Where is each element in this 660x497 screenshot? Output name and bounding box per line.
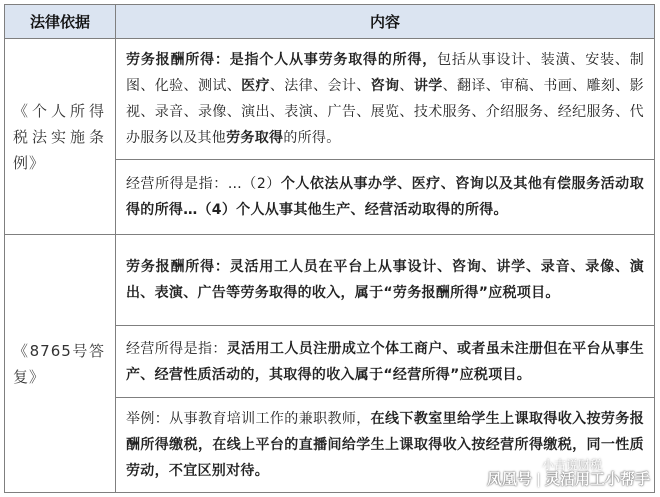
text-segment: 劳务报酬所得：是指个人从事劳务取得的所得， (126, 52, 438, 68)
text-segment: 在线下教室里给学生上课取得收入按劳务报酬所得缴税，在线上平台的直播间给学生上课取得收入按经营所得缴税，同一性质劳动，不宜区别对待。 (126, 411, 644, 479)
table-header-row (5, 5, 655, 39)
text-segment: 举例：从事教育培训工作的兼职教师， (126, 411, 371, 427)
text-segment: 灵活用工人员注册成立个体工商户、或者虽未注册但在平台从事生产、经营性质活动的，其取得的收入属于“经营所得”应税项目。 (126, 340, 644, 383)
content-cell (116, 326, 655, 398)
text-segment: 个人依法从事办学、医疗、咨询以及其他有偿服务活动取得的所得…（4）个人从事其他生产、经营活动取得的所得。 (126, 176, 644, 218)
text-segment: 讲学 (413, 78, 443, 94)
header-content: 内容 (116, 5, 655, 39)
watermark-brand: 小古说财税 (541, 458, 602, 472)
content-cell (116, 235, 655, 326)
text-segment: 、翻译、审稿、书画、雕刻、影视、录音、录像、演出、表演、广告、展览、技术服务、介绍服务、经纪服务、代办服务以及其他 (126, 78, 644, 146)
tax-law-table (4, 4, 655, 493)
text-segment: 劳务报酬所得：灵活用工人员在平台上从事设计、咨询、讲学、录音、录像、演出、表演、广告等劳务取得的收入，属于“劳务报酬所得”应税项目。 (126, 259, 644, 301)
text-segment: 包括从事设计、装潢、安装、制图、化验、测试、 (126, 52, 644, 94)
text-segment: 、法律、会计、 (269, 78, 371, 94)
text-segment: 经营所得是指： (126, 340, 227, 357)
watermark-source: 凤凰号 (486, 470, 532, 488)
text-segment: 的所得。 (283, 130, 341, 146)
text-segment: 、 (399, 78, 414, 94)
table-row (5, 235, 655, 326)
text-segment: 经营所得是指：…（2） (126, 176, 281, 192)
text-segment: 劳务取得 (226, 130, 284, 146)
table-row (5, 39, 655, 160)
content-cell (116, 160, 655, 235)
text-segment: 医疗 (241, 78, 270, 94)
legal-basis-cell-regulation: 《个人所得税法实施条例》 (5, 39, 116, 235)
watermark-divider (538, 473, 539, 487)
legal-basis-cell-reply: 《8765号答复》 (5, 235, 116, 493)
text-segment: 咨询 (370, 78, 400, 94)
watermark (487, 468, 650, 489)
content-cell (116, 39, 655, 160)
watermark-account: 灵活用工小帮手 (544, 470, 650, 488)
header-legal-basis: 法律依据 (5, 5, 116, 39)
